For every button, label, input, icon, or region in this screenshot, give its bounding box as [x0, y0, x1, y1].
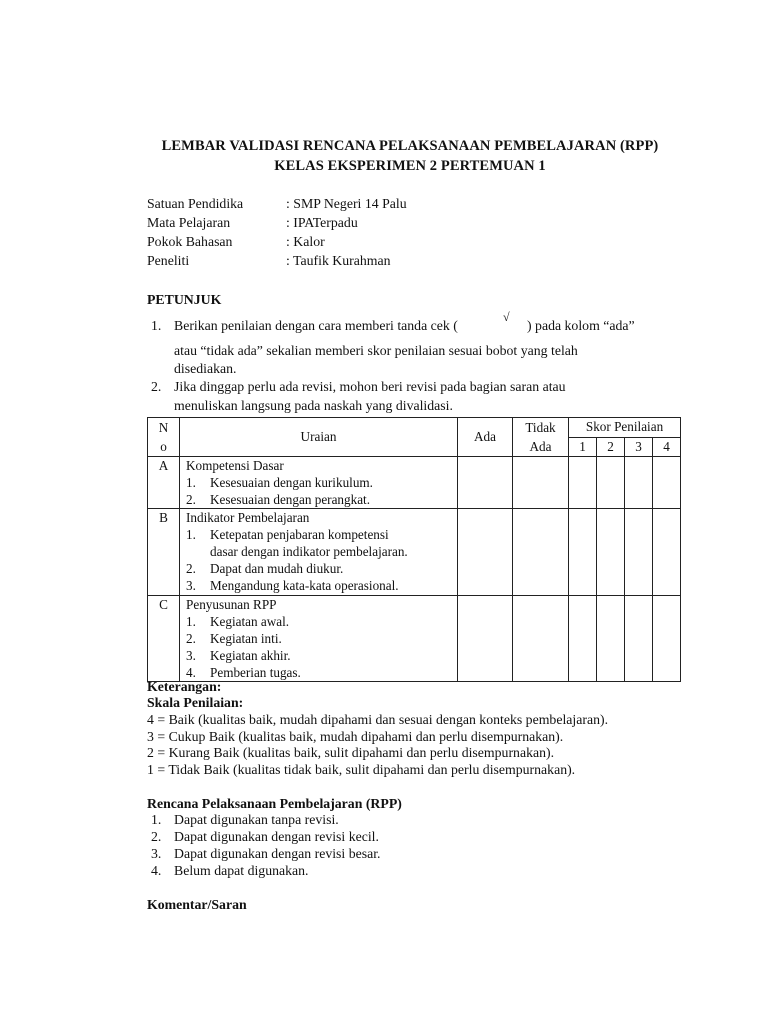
item-number: 3.	[186, 648, 196, 663]
list-item	[186, 577, 457, 594]
list-item-continuation: dasar dengan indikator pembelajaran.	[210, 544, 408, 559]
document-title-line2: KELAS EKSPERIMEN 2 PERTEMUAN 1	[274, 158, 546, 174]
list-item	[186, 526, 457, 543]
item-text: Kesesuaian dengan kurikulum.	[210, 475, 373, 490]
item-number: 1.	[186, 614, 196, 629]
list-item	[186, 491, 457, 508]
cell-ada-c[interactable]	[458, 596, 513, 682]
list-item	[186, 647, 457, 664]
item-number: 1.	[186, 475, 196, 490]
info-label-pokok: Pokok Bahasan	[147, 234, 233, 249]
cell-score2-c[interactable]	[597, 596, 625, 682]
header-tidak-line2: Ada	[529, 439, 552, 454]
cell-score3-c[interactable]	[625, 596, 653, 682]
rpp-item-number: 1.	[151, 812, 162, 827]
cell-score1-a[interactable]	[569, 457, 597, 509]
cell-score1-c[interactable]	[569, 596, 597, 682]
list-item	[186, 664, 457, 681]
info-value-peneliti: : Taufik Kurahman	[286, 253, 391, 268]
petunjuk-heading: PETUNJUK	[147, 292, 222, 307]
list-item	[186, 613, 457, 630]
item-text: Pemberian tugas.	[210, 665, 301, 680]
document-title-line1: LEMBAR VALIDASI RENCANA PELAKSANAAN PEMBELAJARAN (RPP)	[161, 138, 659, 154]
header-score-2: 2	[597, 437, 625, 457]
rpp-item-text: Dapat digunakan dengan revisi kecil.	[174, 829, 379, 844]
petunjuk-item2-line1: Jika dinggap perlu ada revisi, mohon beri revisi pada bagian saran atau	[174, 379, 566, 394]
header-tidak-line1: Tidak	[525, 420, 556, 435]
rpp-item-text: Dapat digunakan dengan revisi besar.	[174, 846, 381, 861]
info-value-mapel: : IPATerpadu	[286, 215, 358, 230]
rpp-item-text: Belum dapat digunakan.	[174, 863, 309, 878]
row-uraian-c	[180, 596, 458, 682]
item-number: 1.	[186, 527, 196, 542]
section-title-b: Indikator Pembelajaran	[186, 510, 310, 525]
cell-score4-b[interactable]	[653, 509, 681, 596]
header-no-line1: N	[158, 420, 169, 435]
petunjuk-item2-number: 2.	[151, 379, 162, 394]
info-label-mapel: Mata Pelajaran	[147, 215, 231, 230]
rpp-item-text: Dapat digunakan tanpa revisi.	[174, 812, 339, 827]
cell-score1-b[interactable]	[569, 509, 597, 596]
cell-tidak-ada-a[interactable]	[513, 457, 569, 509]
row-uraian-a	[180, 457, 458, 509]
rpp-item-number: 4.	[151, 863, 162, 878]
header-score-4: 4	[653, 437, 681, 457]
skala-line-4: 4 = Baik (kualitas baik, mudah dipahami dan sesuai dengan konteks pembelajaran).	[147, 712, 609, 727]
skala-heading: Skala Penilaian:	[147, 695, 244, 710]
cell-score2-a[interactable]	[597, 457, 625, 509]
rpp-item-number: 3.	[151, 846, 162, 861]
petunjuk-item1-line3: disediakan.	[174, 361, 237, 376]
item-number: 2.	[186, 492, 196, 507]
cell-tidak-ada-c[interactable]	[513, 596, 569, 682]
item-text: Kegiatan inti.	[210, 631, 282, 646]
validation-table	[147, 417, 681, 682]
info-value-pokok: : Kalor	[286, 234, 325, 249]
petunjuk-item1-number: 1.	[151, 318, 162, 333]
header-uraian: Uraian	[180, 418, 458, 457]
item-text: Kegiatan akhir.	[210, 648, 291, 663]
item-number: 4.	[186, 665, 196, 680]
table-row	[148, 596, 681, 682]
row-code-c: C	[148, 596, 180, 682]
cell-score2-b[interactable]	[597, 509, 625, 596]
row-code-a: A	[148, 457, 180, 509]
cell-score3-b[interactable]	[625, 509, 653, 596]
item-text: Kesesuaian dengan perangkat.	[210, 492, 371, 507]
item-text: Ketepatan penjabaran kompetensi	[210, 527, 389, 542]
petunjuk-item1-line2: atau “tidak ada” sekalian memberi skor penilaian sesuai bobot yang telah	[174, 343, 578, 358]
cell-ada-a[interactable]	[458, 457, 513, 509]
cell-score4-a[interactable]	[653, 457, 681, 509]
header-no-line2: o	[160, 439, 167, 454]
petunjuk-item2-line2: menuliskan langsung pada naskah yang divalidasi.	[174, 398, 453, 413]
list-item	[186, 630, 457, 647]
info-value-satuan: : SMP Negeri 14 Palu	[286, 196, 407, 211]
skala-line-3: 3 = Cukup Baik (kualitas baik, mudah dipahami dan perlu disempurnakan).	[147, 729, 564, 744]
item-number: 2.	[186, 631, 196, 646]
komentar-heading: Komentar/Saran	[147, 897, 247, 912]
item-text: Dapat dan mudah diukur.	[210, 561, 344, 576]
item-text: Mengandung kata-kata operasional.	[210, 578, 399, 593]
skala-line-1: 1 = Tidak Baik (kualitas tidak baik, sulit dipahami dan perlu disempurnakan).	[147, 762, 576, 777]
header-no	[148, 418, 180, 457]
header-score-3: 3	[625, 437, 653, 457]
petunjuk-item1-text-b: ) pada kolom “ada”	[527, 318, 635, 333]
list-item	[186, 474, 457, 491]
table-header-row	[148, 418, 681, 438]
table-row	[148, 509, 681, 596]
header-score-1: 1	[569, 437, 597, 457]
table-row	[148, 457, 681, 509]
header-ada: Ada	[458, 418, 513, 457]
cell-score4-c[interactable]	[653, 596, 681, 682]
rpp-item-number: 2.	[151, 829, 162, 844]
item-text: Kegiatan awal.	[210, 614, 290, 629]
list-item	[186, 560, 457, 577]
item-number: 3.	[186, 578, 196, 593]
info-label-satuan: Satuan Pendidika	[147, 196, 244, 211]
cell-score3-a[interactable]	[625, 457, 653, 509]
row-code-b: B	[148, 509, 180, 596]
header-skor-penilaian: Skor Penilaian	[569, 418, 681, 438]
section-title-a: Kompetensi Dasar	[186, 458, 284, 473]
rpp-heading: Rencana Pelaksanaan Pembelajaran (RPP)	[147, 796, 402, 811]
cell-ada-b[interactable]	[458, 509, 513, 596]
header-tidak-ada	[513, 418, 569, 457]
row-uraian-b	[180, 509, 458, 596]
item-number: 2.	[186, 561, 196, 576]
skala-line-2: 2 = Kurang Baik (kualitas baik, sulit dipahami dan perlu disempurnakan).	[147, 745, 555, 760]
keterangan-heading: Keterangan:	[147, 679, 222, 694]
section-title-c: Penyusunan RPP	[186, 597, 277, 612]
info-label-peneliti: Peneliti	[147, 253, 190, 268]
cell-tidak-ada-b[interactable]	[513, 509, 569, 596]
petunjuk-item1-text-a: Berikan penilaian dengan cara memberi tanda cek (	[174, 318, 458, 333]
check-mark-icon: √	[503, 310, 510, 324]
